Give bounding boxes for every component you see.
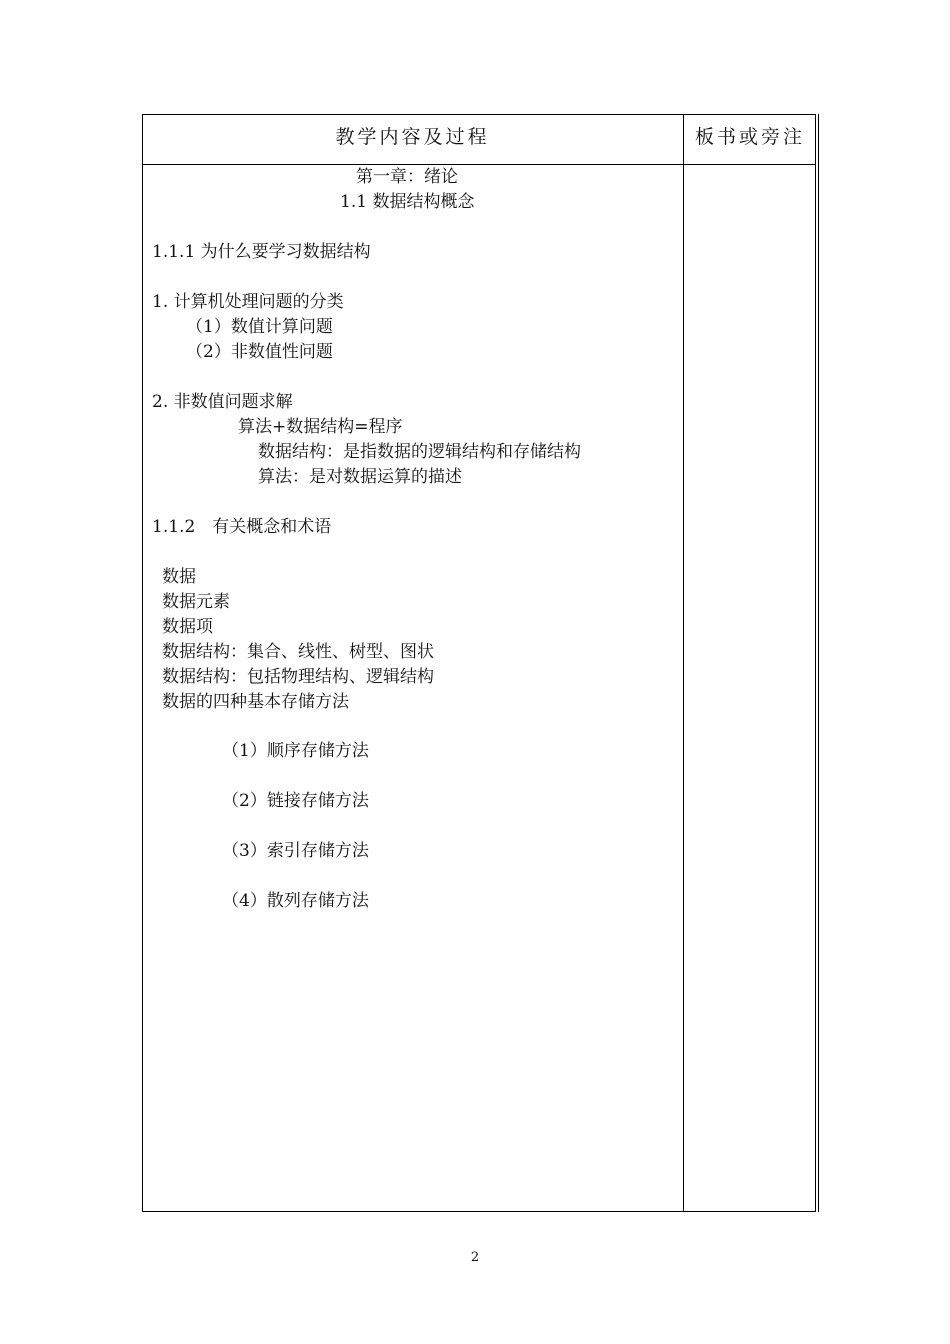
subsection-1-1-1: 1.1.1 为什么要学习数据结构 xyxy=(152,242,371,262)
term-data-element: 数据元素 xyxy=(162,592,230,612)
lesson-table xyxy=(142,114,816,1212)
term-structure-types: 数据结构：集合、线性、树型、图状 xyxy=(162,642,434,662)
storage-method-hashed: （4）散列存储方法 xyxy=(222,891,369,911)
header-row-divider xyxy=(142,164,816,165)
storage-method-sequential: （1）顺序存储方法 xyxy=(222,741,369,761)
header-side-notes: 板书或旁注 xyxy=(694,126,805,148)
table-border xyxy=(142,114,816,1212)
point-1: 1. 计算机处理问题的分类 xyxy=(152,292,344,312)
formula: 算法+数据结构=程序 xyxy=(238,417,403,437)
subsection-1-1-2: 1.1.2 有关概念和术语 xyxy=(152,517,332,537)
term-structure-kinds: 数据结构：包括物理结构、逻辑结构 xyxy=(162,667,434,687)
term-storage-methods: 数据的四种基本存储方法 xyxy=(162,692,349,712)
page-number: 2 xyxy=(470,1250,480,1265)
term-data-item: 数据项 xyxy=(162,617,213,637)
point-1b: （2）非数值性问题 xyxy=(186,342,333,362)
definition-data-structure: 数据结构：是指数据的逻辑结构和存储结构 xyxy=(258,442,581,462)
table-double-right-border xyxy=(818,114,819,1212)
point-1a: （1）数值计算问题 xyxy=(186,317,333,337)
term-data: 数据 xyxy=(162,567,196,587)
storage-method-indexed: （3）索引存储方法 xyxy=(222,841,369,861)
section-title: 1.1 数据结构概念 xyxy=(340,192,475,212)
definition-algorithm: 算法：是对数据运算的描述 xyxy=(258,467,462,487)
header-teaching-content: 教学内容及过程 xyxy=(335,126,490,148)
chapter-title: 第一章：绪论 xyxy=(356,167,458,187)
point-2: 2. 非数值问题求解 xyxy=(152,392,293,412)
storage-method-linked: （2）链接存储方法 xyxy=(222,791,369,811)
column-divider xyxy=(683,114,684,1212)
